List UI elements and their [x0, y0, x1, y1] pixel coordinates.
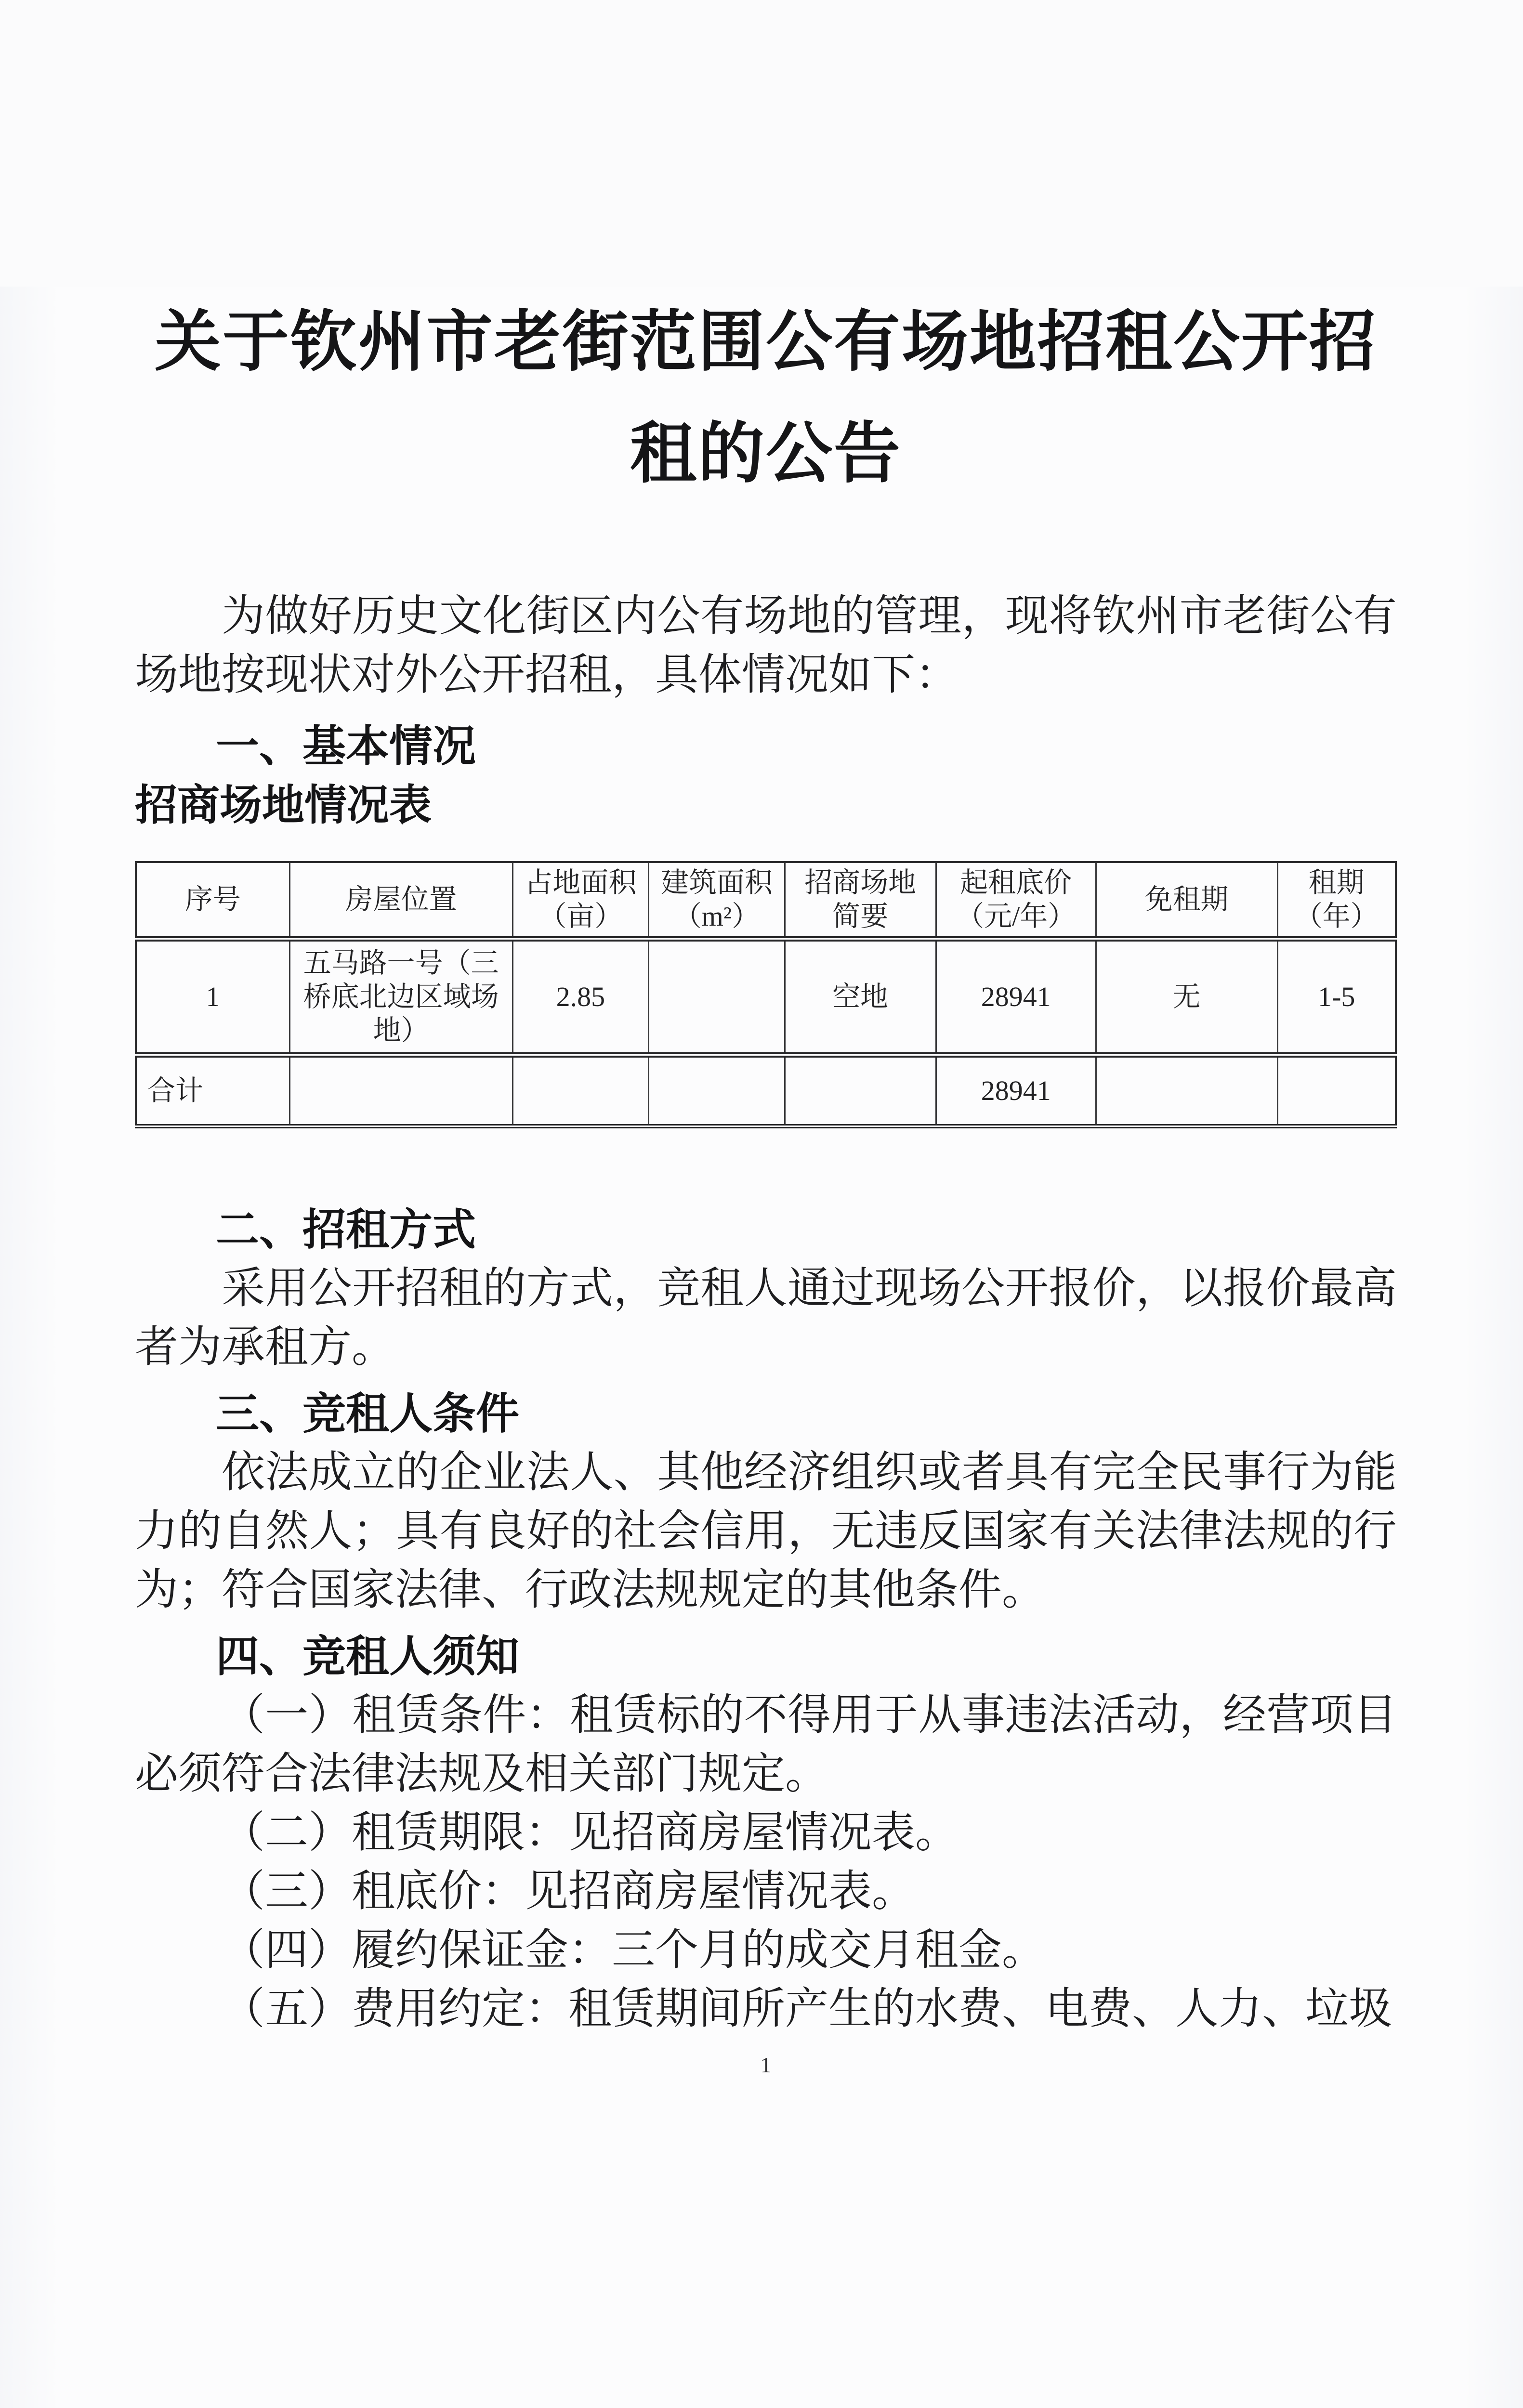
scanned-document-page: [0, 287, 1523, 2408]
section-heading-bidder-conditions: 三、竞租人条件: [216, 1390, 519, 1438]
cell-land-area: 2.85: [512, 939, 649, 1055]
header-cell-land-area: 占地面积（亩）: [512, 862, 649, 939]
section-heading-basic-info: 一、基本情况: [216, 722, 476, 771]
document-title-line-1: 关于钦州市老街范围公有场地招租公开招: [154, 305, 1377, 379]
notice-item-3: （三）租底价：见招商房屋情况表。: [222, 1868, 915, 1915]
rental-method-paragraph: 采用公开招租的方式，竞租人通过现场公开报价，以报价最高者为承租方。: [135, 1265, 1397, 1371]
header-cell-venue-brief: 招商场地简要: [785, 862, 936, 939]
table-row-1: [136, 939, 1396, 1055]
header-cell-location: 房屋位置: [289, 862, 512, 939]
notice-item-5: （五）费用约定：租赁期间所产生的水费、电费、人力、垃圾: [222, 1985, 1392, 2033]
cell-total-label: 合计: [136, 1055, 289, 1126]
header-cell-building-area: 建筑面积（m²）: [649, 862, 785, 939]
cell-rent-free-period: 无: [1096, 939, 1277, 1055]
document-title-line-2: 租的公告: [630, 417, 902, 491]
cell-lease-term: 1-5: [1277, 939, 1396, 1055]
cell-total-building-area: [649, 1055, 785, 1126]
cell-total-venue-brief: [785, 1055, 936, 1126]
cell-starting-price: 28941: [936, 939, 1096, 1055]
cell-location: 五马路一号（三桥底北边区域场地）: [289, 939, 512, 1055]
cell-total-location: [289, 1055, 512, 1126]
header-cell-starting-price: 起租底价（元/年）: [936, 862, 1096, 939]
document-title: [135, 287, 1397, 510]
notice-item-4: （四）履约保证金：三个月的成交月租金。: [222, 1926, 1045, 1974]
cell-venue-brief: 空地: [785, 939, 936, 1055]
cell-total-lease-term: [1277, 1055, 1396, 1126]
cell-serial: 1: [136, 939, 289, 1055]
section-heading-bidder-notes: 四、竞租人须知: [216, 1633, 519, 1681]
notice-item-2: （二）租赁期限：见招商房屋情况表。: [222, 1809, 958, 1857]
table-header-row: [136, 862, 1396, 939]
page-number: 1: [760, 2053, 772, 2077]
cell-total-land-area: [512, 1055, 649, 1126]
intro-paragraph: 为做好历史文化街区内公有场地的管理，现将钦州市老街公有场地按现状对外公开招租，具体情况如下：: [135, 592, 1397, 699]
cell-total-starting-price: 28941: [936, 1055, 1096, 1126]
notice-item-1: （一）租赁条件：租赁标的不得用于从事违法活动，经营项目必须符合法律法规及相关部门规定。: [135, 1691, 1397, 1798]
table-caption: 招商场地情况表: [135, 781, 432, 829]
cell-building-area: [649, 939, 785, 1055]
section-heading-rental-method: 二、招租方式: [216, 1206, 476, 1254]
bidder-conditions-paragraph: 依法成立的企业法人、其他经济组织或者具有完全民事行为能力的自然人；具有良好的社会信用，无违反国家有关法律法规的行为；符合国家法律、行政法规规定的其他条件。: [135, 1449, 1397, 1614]
venue-table: [135, 861, 1397, 1128]
cell-total-rent-free-period: [1096, 1055, 1277, 1126]
header-cell-lease-term: 租期（年）: [1277, 862, 1396, 939]
header-cell-serial: 序号: [136, 862, 289, 939]
header-cell-rent-free-period: 免租期: [1096, 862, 1277, 939]
table-row-total: [136, 1055, 1396, 1126]
